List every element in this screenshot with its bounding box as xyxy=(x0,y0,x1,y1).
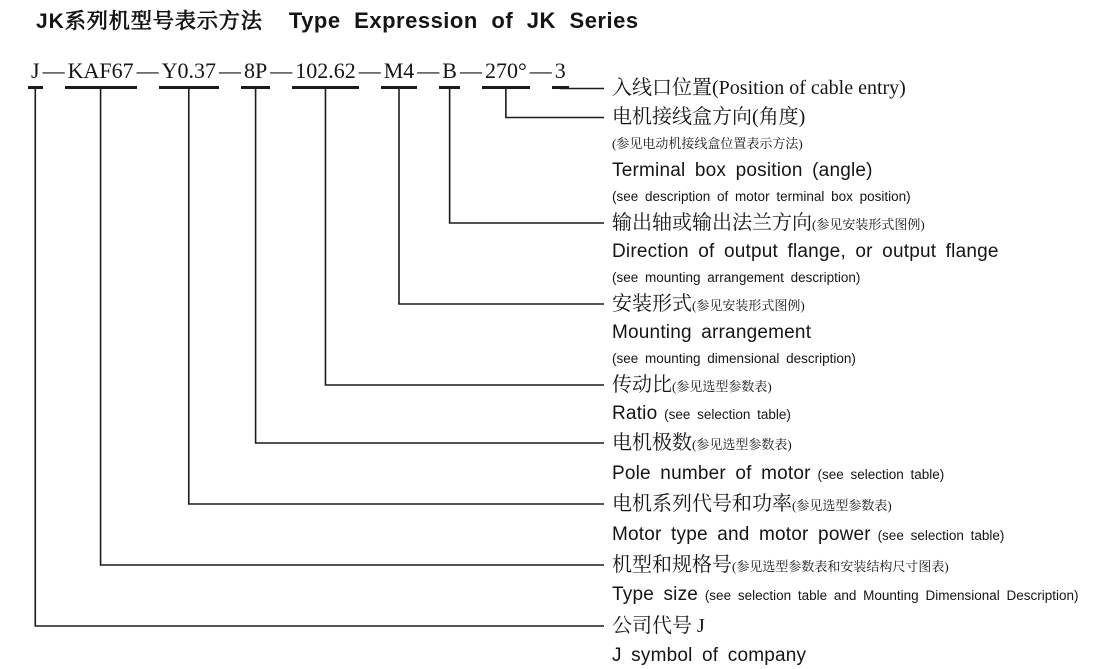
label-row xyxy=(612,74,1079,103)
code-separator: — xyxy=(136,58,159,83)
code-segment-pole-number: 8P xyxy=(241,58,270,89)
label-row xyxy=(612,641,1079,669)
label-text: (see selection table and Mounting Dimensional Description) xyxy=(698,588,1079,603)
label-text: (see selection table) xyxy=(870,528,1005,543)
leader-line-terminal-box xyxy=(506,89,604,118)
leader-line-ratio xyxy=(325,89,604,385)
code-separator: — xyxy=(270,58,293,83)
label-text: 传动比 xyxy=(612,374,672,396)
label-row xyxy=(612,209,1079,237)
code-segment-motor-type-power: Y0.37 xyxy=(159,58,219,89)
code-segment-cable-entry: 3 xyxy=(552,58,569,89)
label-text: (see selection table) xyxy=(810,467,945,482)
label-text: 电机极数 xyxy=(612,432,692,454)
leader-line-output-flange xyxy=(450,89,604,223)
label-text: (参见选型参数表) xyxy=(692,437,792,452)
model-code xyxy=(28,58,569,89)
code-separator: — xyxy=(417,58,440,83)
leader-line-type-size xyxy=(101,89,604,565)
label-row xyxy=(612,347,1079,371)
label-row xyxy=(612,551,1079,579)
label-text: 入线口位置(Position of cable entry) xyxy=(612,77,906,99)
code-segment-ratio: 102.62 xyxy=(292,58,359,89)
label-text: 输出轴或输出法兰方向 xyxy=(612,212,812,234)
leader-line-mounting xyxy=(399,89,604,304)
label-text: Terminal box position (angle) xyxy=(612,160,873,181)
label-row xyxy=(612,428,1079,458)
label-text: 安装形式 xyxy=(612,293,692,315)
label-row xyxy=(612,579,1079,611)
leader-line-company xyxy=(35,89,604,626)
label-text: (see mounting dimensional description) xyxy=(612,351,856,366)
page-title-zh: JK系列机型号表示方法 xyxy=(36,10,263,33)
label-text: (参见安装形式图例) xyxy=(692,298,805,313)
label-row xyxy=(612,237,1079,266)
label-text: Direction of output flange, or output flange xyxy=(612,241,999,262)
label-row xyxy=(612,318,1079,347)
page-title-en: Type Expression of JK Series xyxy=(288,8,639,33)
leader-line-pole-number xyxy=(256,89,604,443)
label-row xyxy=(612,490,1079,518)
code-separator: — xyxy=(529,58,552,83)
label-row xyxy=(612,156,1079,185)
code-segment-type-size: KAF67 xyxy=(65,58,137,89)
code-separator: — xyxy=(459,58,482,83)
label-text: (参见电动机接线盒位置表示方法) xyxy=(612,136,803,151)
label-text: 电机接线盒方向(角度) xyxy=(612,106,806,128)
label-row xyxy=(612,132,1079,156)
label-text: Pole number of motor xyxy=(612,463,811,484)
label-text: (see mounting arrangement description) xyxy=(612,270,861,285)
code-segment-terminal-box: 270° xyxy=(482,58,530,89)
label-text: (参见选型参数表) xyxy=(792,498,892,513)
label-column xyxy=(612,74,1079,669)
label-text: 电机系列代号和功率 xyxy=(612,493,792,515)
label-text: Ratio xyxy=(612,403,658,424)
label-text: Motor type and motor power xyxy=(612,524,871,545)
label-text: (参见选型参数表和安装结构尺寸图表) xyxy=(732,559,949,574)
label-row xyxy=(612,103,1079,132)
code-segment-output-flange: B xyxy=(439,58,460,89)
label-row xyxy=(612,611,1079,641)
leader-line-motor-type-power xyxy=(189,89,604,504)
code-separator: — xyxy=(218,58,241,83)
code-separator: — xyxy=(42,58,65,83)
label-row xyxy=(612,185,1079,209)
label-text: (see description of motor terminal box position) xyxy=(612,189,911,204)
code-segment-mounting: M4 xyxy=(381,58,418,89)
label-row xyxy=(612,266,1079,290)
code-separator: — xyxy=(358,58,381,83)
label-text: Mounting arrangement xyxy=(612,322,812,343)
code-segment-company: J xyxy=(28,58,43,89)
label-text: J symbol of company xyxy=(612,645,807,666)
label-text: Type size xyxy=(612,584,699,605)
label-row xyxy=(612,518,1079,551)
label-text: (参见选型参数表) xyxy=(672,379,772,394)
label-text: (参见安装形式图例) xyxy=(812,217,925,232)
label-text: (see selection table) xyxy=(657,407,791,422)
label-text: 机型和规格号 xyxy=(612,554,732,576)
label-row xyxy=(612,371,1079,399)
label-row xyxy=(612,290,1079,318)
label-row xyxy=(612,399,1079,428)
label-row xyxy=(612,458,1079,490)
page-title xyxy=(36,5,639,35)
label-text: 公司代号 J xyxy=(612,615,705,637)
